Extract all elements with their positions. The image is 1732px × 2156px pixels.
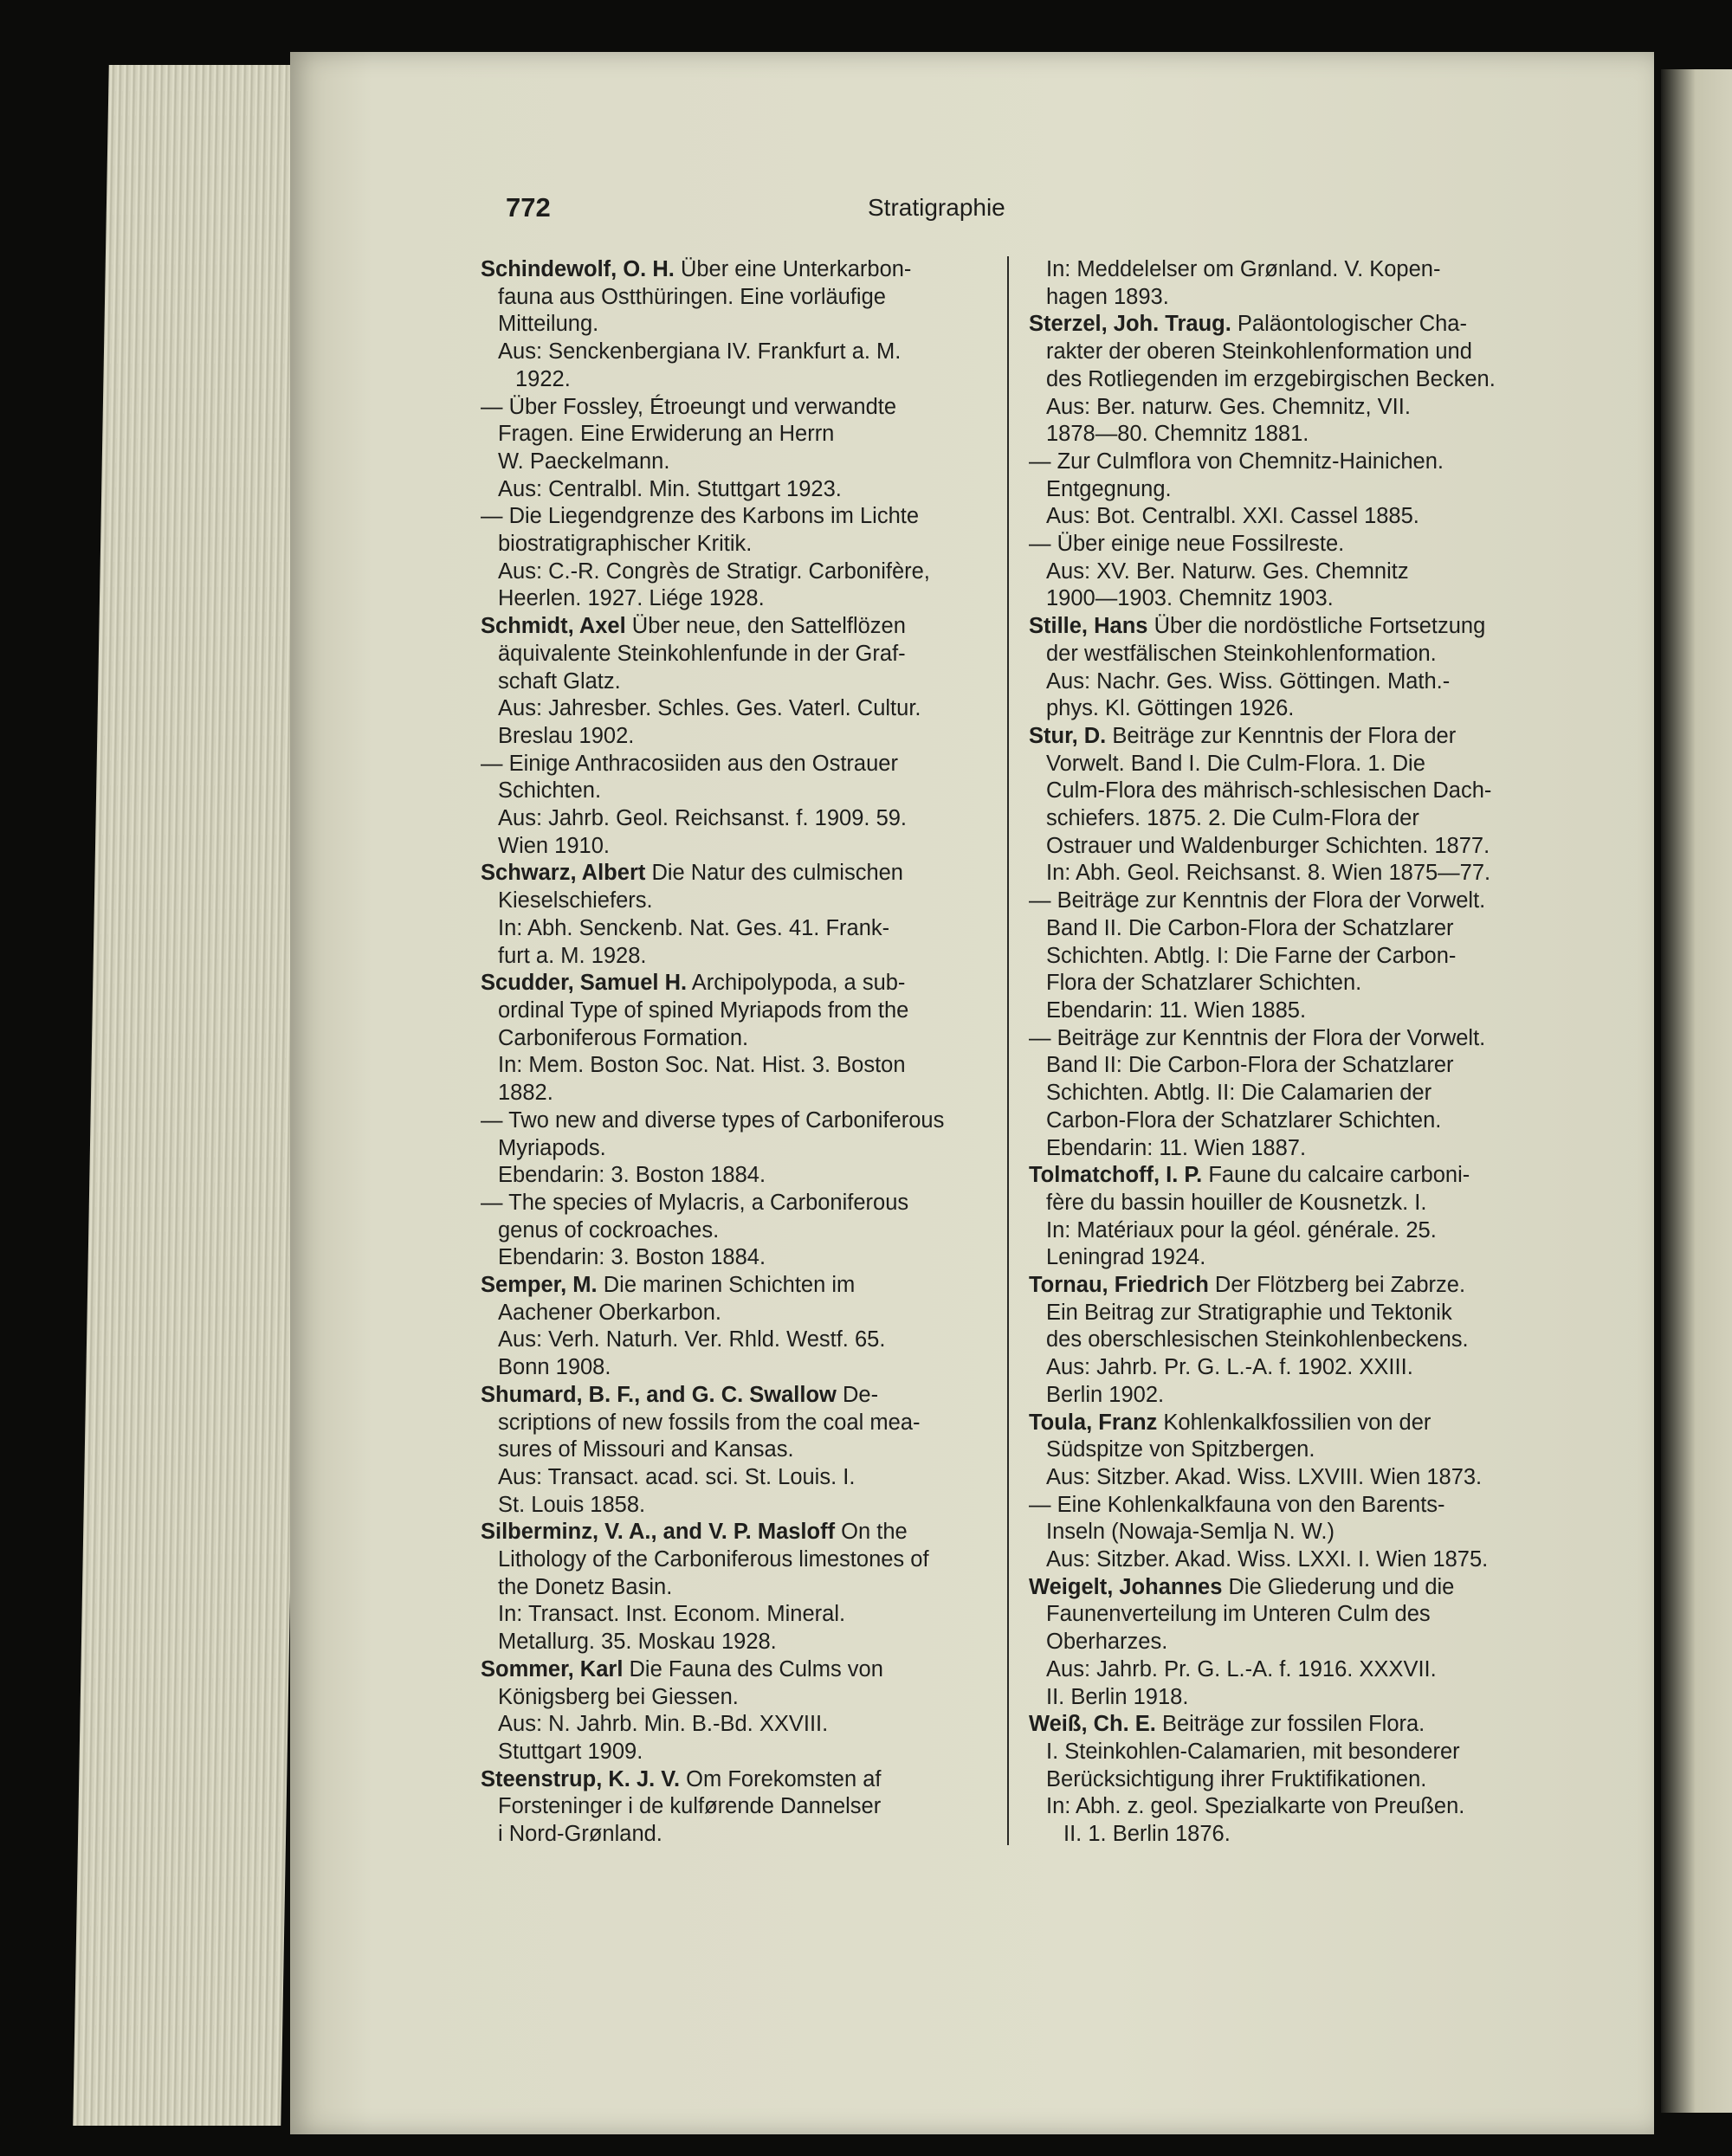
entry-line: Ostrauer und Waldenburger Schichten. 1877. (1046, 833, 1490, 858)
bibliography-entry (481, 394, 1011, 504)
entry-line: In: Abh. Senckenb. Nat. Ges. 41. Frank- (498, 915, 890, 940)
entry-line (1029, 311, 1559, 339)
entry-line: des Rotliegenden im erzgebirgischen Becken. (1046, 366, 1496, 391)
entry-line (1029, 1162, 1559, 1190)
entry-line: ordinal Type of spined Myriapods from the (498, 997, 909, 1023)
entry-line (481, 1656, 1011, 1684)
bibliography-entry (481, 613, 1011, 751)
entry-text: Archipolypoda, a sub- (691, 971, 906, 996)
entry-line: Aus: Sitzber. Akad. Wiss. LXXI. I. Wien 1875. (1046, 1547, 1489, 1572)
book-page-edges (73, 65, 317, 2126)
entry-line: 1878—80. Chemnitz 1881. (1046, 422, 1309, 447)
entry-line: biostratigraphischer Kritik. (498, 532, 753, 557)
entry-line: — Die Liegendgrenze des Karbons im Lichte (481, 504, 920, 529)
entry-text: Über eine Unterkarbon- (680, 257, 912, 281)
entry-line: furt a. M. 1928. (498, 943, 647, 968)
entry-line (1029, 723, 1559, 751)
bibliography-entry (481, 1766, 1011, 1849)
entry-line: genus of cockroaches. (498, 1217, 720, 1243)
entry-line (481, 1766, 1011, 1794)
entry-author: Stille, Hans (1029, 614, 1148, 639)
entry-text: De- (842, 1382, 879, 1407)
entry-text: Die marinen Schichten im (603, 1273, 856, 1298)
entry-line (1029, 1410, 1559, 1437)
entry-author: Schmidt, Axel (481, 614, 626, 639)
entry-line: Forsteninger i de kulførende Dannelser (498, 1794, 882, 1819)
entry-line: i Nord-Grønland. (498, 1822, 662, 1847)
entry-line: In: Abh. Geol. Reichsanst. 8. Wien 1875—77. (1046, 861, 1491, 886)
entry-line: Aus: Transact. acad. sci. St. Louis. I. (498, 1464, 856, 1489)
entry-line: Aus: Jahresber. Schles. Ges. Vaterl. Cultur. (498, 696, 921, 721)
entry-line: Flora der Schatzlarer Schichten. (1046, 971, 1362, 996)
entry-line: Aus: Senckenbergiana IV. Frankfurt a. M. (498, 339, 902, 365)
entry-author: Stur, D. (1029, 723, 1107, 748)
entry-line: II. 1. Berlin 1876. (1063, 1822, 1231, 1847)
entry-line: Inseln (Nowaja-Semlja N. W.) (1046, 1520, 1335, 1545)
bibliography-column-right (1029, 256, 1559, 1849)
entry-text: Über neue, den Sattelflözen (631, 614, 906, 639)
entry-line: Metallurg. 35. Moskau 1928. (498, 1630, 777, 1655)
entry-line: — The species of Mylacris, a Carboniferous (481, 1190, 909, 1215)
entry-line: Fragen. Eine Erwiderung an Herrn (498, 422, 835, 447)
entry-line: der westfälischen Steinkohlenformation. (1046, 641, 1437, 666)
entry-line: fauna aus Ostthüringen. Eine vorläufige (498, 284, 886, 309)
entry-line: Stuttgart 1909. (498, 1739, 643, 1764)
entry-line: Vorwelt. Band I. Die Culm-Flora. 1. Die (1046, 751, 1425, 776)
bibliography-entry (1029, 1025, 1559, 1163)
entry-author: Semper, M. (481, 1273, 598, 1298)
entry-line: — Einige Anthracosiiden aus den Ostrauer (481, 751, 898, 776)
entry-line: Oberharzes. (1046, 1630, 1168, 1655)
bibliography-entry (481, 860, 1011, 970)
bibliography-entry (1029, 1711, 1559, 1849)
entry-line: Band II. Die Carbon-Flora der Schatzlarer (1046, 915, 1454, 940)
bibliography-column-left (481, 256, 1011, 1849)
entry-author: Sterzel, Joh. Traug. (1029, 312, 1231, 337)
entry-text: Beiträge zur Kenntnis der Flora der (1112, 723, 1457, 748)
entry-line: Ebendarin: 3. Boston 1884. (498, 1163, 766, 1188)
entry-author: Silberminz, V. A., and V. P. Masloff (481, 1520, 836, 1545)
entry-line (481, 1519, 1011, 1546)
entry-line: Bonn 1908. (498, 1355, 611, 1380)
entry-line: Wien 1910. (498, 833, 610, 858)
bibliography-entry (1029, 1574, 1559, 1712)
entry-text: Paläontologischer Cha- (1237, 312, 1467, 337)
entry-text: Kohlenkalkfossilien von der (1163, 1410, 1431, 1435)
entry-author: Shumard, B. F., and G. C. Swallow (481, 1382, 837, 1407)
entry-text: Die Natur des culmischen (651, 861, 903, 886)
entry-line: II. Berlin 1918. (1046, 1684, 1189, 1709)
page-header (506, 192, 1112, 227)
bibliography-entry (481, 1190, 1011, 1272)
entry-line: Aus: Jahrb. Pr. G. L.-A. f. 1902. XXIII. (1046, 1355, 1413, 1380)
entry-line: Carboniferous Formation. (498, 1025, 749, 1050)
entry-line: 1900—1903. Chemnitz 1903. (1046, 586, 1334, 611)
bibliography-entry (481, 256, 1011, 394)
bibliography-entry (481, 1382, 1011, 1520)
bibliography-entry (1029, 1162, 1559, 1272)
entry-text: Beiträge zur fossilen Flora. (1161, 1712, 1425, 1737)
entry-author: Weigelt, Johannes (1029, 1574, 1223, 1599)
bibliography-entry (481, 751, 1011, 861)
entry-line: — Beiträge zur Kenntnis der Flora der Vorwelt. (1029, 888, 1486, 913)
entry-line (481, 613, 1011, 641)
entry-line: — Eine Kohlenkalkfauna von den Barents- (1029, 1492, 1445, 1517)
entry-line: Aus: Centralbl. Min. Stuttgart 1923. (498, 476, 842, 501)
entry-line: hagen 1893. (1046, 284, 1169, 309)
bibliography-entry (481, 1519, 1011, 1656)
entry-line: Aus: XV. Ber. Naturw. Ges. Chemnitz (1046, 558, 1409, 584)
entry-text: Der Flötzberg bei Zabrze. (1214, 1273, 1466, 1298)
entry-line: Entgegnung. (1046, 476, 1172, 501)
entry-line: Aus: C.-R. Congrès de Stratigr. Carbonifère, (498, 558, 930, 584)
bibliography-entry (1029, 1492, 1559, 1574)
page-number: 772 (506, 192, 551, 223)
entry-line: 1922. (515, 366, 571, 391)
entry-line: In: Abh. z. geol. Spezialkarte von Preußen. (1046, 1794, 1465, 1819)
entry-line: In: Meddelelser om Grønland. V. Kopen- (1046, 257, 1441, 281)
entry-text: Faune du calcaire carboni- (1208, 1163, 1470, 1188)
entry-line: Schichten. (498, 778, 602, 804)
entry-line: Aus: Jahrb. Pr. G. L.-A. f. 1916. XXXVII. (1046, 1656, 1437, 1682)
entry-line: I. Steinkohlen-Calamarien, mit besonderer (1046, 1739, 1460, 1764)
entry-line (481, 970, 1011, 997)
entry-line: Berlin 1902. (1046, 1382, 1165, 1407)
column-divider (1007, 256, 1009, 1845)
entry-line: Aus: Bot. Centralbl. XXI. Cassel 1885. (1046, 504, 1419, 529)
facing-page-edge (1661, 69, 1732, 2113)
bibliography-entry (481, 503, 1011, 613)
entry-author: Schindewolf, O. H. (481, 257, 675, 281)
entry-line: Schichten. Abtlg. II: Die Calamarien der (1046, 1081, 1432, 1106)
entry-line: des oberschlesischen Steinkohlenbeckens. (1046, 1327, 1469, 1352)
bibliography-entry (1029, 449, 1559, 531)
entry-line: Aus: Jahrb. Geol. Reichsanst. f. 1909. 59. (498, 806, 908, 831)
entry-line: rakter der oberen Steinkohlenformation und (1046, 339, 1472, 365)
entry-author: Scudder, Samuel H. (481, 971, 688, 996)
bibliography-entry (481, 970, 1011, 1107)
entry-text: Om Forekomsten af (686, 1766, 882, 1791)
entry-line: phys. Kl. Göttingen 1926. (1046, 696, 1295, 721)
entry-line: sures of Missouri and Kansas. (498, 1437, 794, 1462)
entry-author: Steenstrup, K. J. V. (481, 1766, 681, 1791)
bibliography-entry (481, 1107, 1011, 1190)
entry-line: fère du bassin houiller de Kousnetzk. I. (1046, 1190, 1427, 1215)
bibliography-entry (1029, 723, 1559, 888)
entry-line: In: Transact. Inst. Econom. Mineral. (498, 1602, 846, 1627)
entry-line: Myriapods. (498, 1135, 606, 1160)
entry-line: schaft Glatz. (498, 668, 621, 694)
entry-line: Leningrad 1924. (1046, 1245, 1206, 1270)
entry-line: Berücksichtigung ihrer Fruktifikationen. (1046, 1766, 1427, 1791)
entry-line: äquivalente Steinkohlenfunde in der Graf- (498, 641, 906, 666)
entry-line (1029, 613, 1559, 641)
entry-line: Ein Beitrag zur Stratigraphie und Tektonik (1046, 1300, 1452, 1325)
entry-author: Schwarz, Albert (481, 861, 646, 886)
entry-line: Aus: Nachr. Ges. Wiss. Göttingen. Math.- (1046, 668, 1451, 694)
entry-text: Über die nordöstliche Fortsetzung (1154, 614, 1486, 639)
entry-line (1029, 1711, 1559, 1739)
bibliography-entry (1029, 256, 1559, 311)
entry-line: Südspitze von Spitzbergen. (1046, 1437, 1315, 1462)
entry-line: Aus: Verh. Naturh. Ver. Rhld. Westf. 65. (498, 1327, 886, 1352)
entry-line (481, 860, 1011, 888)
entry-line (481, 1382, 1011, 1410)
entry-line: Aachener Oberkarbon. (498, 1300, 721, 1325)
entry-line: Ebendarin: 11. Wien 1885. (1046, 997, 1307, 1023)
entry-author: Sommer, Karl (481, 1656, 624, 1682)
running-title: Stratigraphie (868, 194, 1005, 221)
entry-text: Die Gliederung und die (1228, 1574, 1455, 1599)
bibliography-entry (1029, 613, 1559, 723)
entry-line: Breslau 1902. (498, 723, 635, 748)
bibliography-entry (1029, 311, 1559, 449)
entry-line: St. Louis 1858. (498, 1492, 646, 1517)
entry-line: Königsberg bei Giessen. (498, 1684, 739, 1709)
entry-line: Kieselschiefers. (498, 888, 653, 913)
entry-line: Mitteilung. (498, 312, 599, 337)
entry-line: the Donetz Basin. (498, 1574, 673, 1599)
entry-line (1029, 1574, 1559, 1602)
bibliography-entry (481, 1656, 1011, 1766)
bibliography-entry (1029, 888, 1559, 1025)
entry-line: Heerlen. 1927. Liége 1928. (498, 586, 765, 611)
bibliography-entry (481, 1272, 1011, 1382)
entry-author: Weiß, Ch. E. (1029, 1712, 1156, 1737)
entry-text: Die Fauna des Culms von (629, 1656, 883, 1682)
entry-line: In: Matériaux pour la géol. générale. 25. (1046, 1217, 1437, 1243)
bibliography-entry (1029, 531, 1559, 613)
entry-line: Schichten. Abtlg. I: Die Farne der Carbon- (1046, 943, 1457, 968)
entry-line: schiefers. 1875. 2. Die Culm-Flora der (1046, 806, 1419, 831)
entry-line: — Über Fossley, Étroeungt und verwandte (481, 394, 897, 419)
entry-line: 1882. (498, 1081, 553, 1106)
entry-author: Tolmatchoff, I. P. (1029, 1163, 1203, 1188)
entry-line: Lithology of the Carboniferous limestones of (498, 1547, 929, 1572)
entry-line: Aus: N. Jahrb. Min. B.-Bd. XXVIII. (498, 1712, 829, 1737)
entry-line (1029, 1272, 1559, 1300)
entry-line: — Two new and diverse types of Carboniferous (481, 1107, 945, 1133)
entry-line: — Beiträge zur Kenntnis der Flora der Vorwelt. (1029, 1025, 1486, 1050)
entry-line: In: Mem. Boston Soc. Nat. Hist. 3. Boston (498, 1053, 906, 1078)
entry-line: Aus: Sitzber. Akad. Wiss. LXVIII. Wien 1873. (1046, 1464, 1483, 1489)
entry-line: Ebendarin: 3. Boston 1884. (498, 1245, 766, 1270)
entry-line: Culm-Flora des mährisch-schlesischen Dach- (1046, 778, 1492, 804)
entry-line (481, 256, 1011, 284)
entry-line: — Über einige neue Fossilreste. (1029, 532, 1345, 557)
entry-line (481, 1272, 1011, 1300)
entry-line: Carbon-Flora der Schatzlarer Schichten. (1046, 1107, 1442, 1133)
bibliography-entry (1029, 1272, 1559, 1410)
entry-line: scriptions of new fossils from the coal mea- (498, 1410, 921, 1435)
entry-line: Band II: Die Carbon-Flora der Schatzlarer (1046, 1053, 1454, 1078)
entry-text: On the (841, 1520, 908, 1545)
entry-line: W. Paeckelmann. (498, 449, 670, 474)
entry-author: Toula, Franz (1029, 1410, 1158, 1435)
entry-author: Tornau, Friedrich (1029, 1273, 1209, 1298)
entry-line: — Zur Culmflora von Chemnitz-Hainichen. (1029, 449, 1444, 474)
entry-line: Aus: Ber. naturw. Ges. Chemnitz, VII. (1046, 394, 1411, 419)
entry-line: Ebendarin: 11. Wien 1887. (1046, 1135, 1307, 1160)
bibliography-entry (1029, 1410, 1559, 1492)
entry-line: Faunenverteilung im Unteren Culm des (1046, 1602, 1431, 1627)
